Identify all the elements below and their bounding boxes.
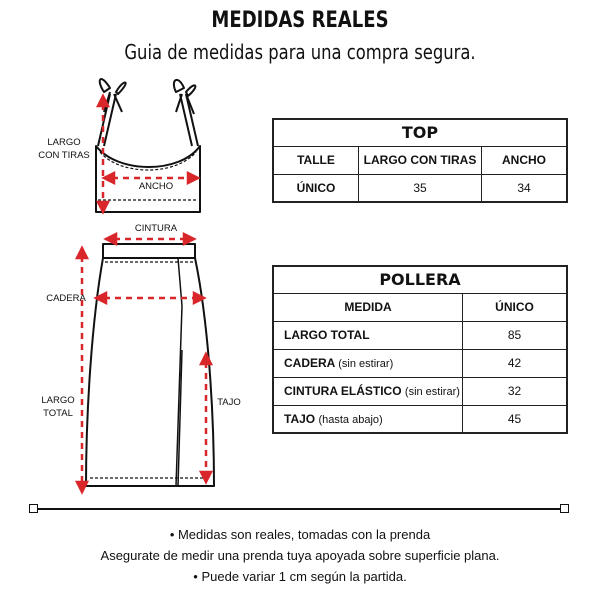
top-row-ancho: 34 bbox=[482, 174, 568, 202]
measure-note: (sin estirar) bbox=[404, 386, 460, 398]
measure-name: LARGO TOTAL bbox=[284, 328, 370, 342]
top-size-table bbox=[272, 118, 568, 203]
pollera-row-value: 42 bbox=[463, 349, 568, 377]
pollera-row-name bbox=[273, 349, 463, 377]
footer-note-3: • Puede variar 1 cm según la partida. bbox=[193, 569, 407, 584]
table-row bbox=[273, 377, 567, 405]
measure-name: CINTURA ELÁSTICO bbox=[284, 384, 402, 398]
pollera-row-name bbox=[273, 377, 463, 405]
measure-name: TAJO bbox=[284, 411, 316, 426]
pollera-col-unico: ÚNICO bbox=[463, 293, 568, 321]
measure-note: (hasta abajo) bbox=[318, 413, 383, 426]
pollera-col-medida: MEDIDA bbox=[273, 293, 463, 321]
pollera-row-name bbox=[273, 405, 463, 433]
top-row-largo: 35 bbox=[359, 174, 482, 202]
skirt-illustration bbox=[86, 244, 214, 486]
footer-note-1: • Medidas son reales, tomadas con la prenda bbox=[169, 527, 431, 542]
page-title: MEDIDAS REALES bbox=[211, 8, 389, 33]
page-subtitle: Guia de medidas para una compra segura. bbox=[124, 40, 476, 64]
pollera-row-value: 85 bbox=[463, 321, 568, 349]
pollera-row-value: 45 bbox=[463, 405, 568, 433]
label-largo-con-tiras: LARGO CON TIRAS bbox=[38, 137, 90, 161]
footer-note-2: Asegurate de medir una prenda tuya apoyada sobre superficie plana. bbox=[100, 548, 500, 563]
table-row bbox=[273, 349, 567, 377]
label-tajo: TAJO bbox=[217, 397, 241, 408]
label-largo-total: LARGO TOTAL bbox=[41, 395, 75, 419]
pollera-row-name bbox=[273, 321, 463, 349]
label-cintura: CINTURA bbox=[134, 223, 178, 234]
pollera-row-value: 32 bbox=[463, 377, 568, 405]
divider-end-right bbox=[560, 504, 569, 513]
table-row bbox=[273, 405, 567, 433]
divider-end-left bbox=[29, 504, 38, 513]
pollera-size-table bbox=[272, 265, 568, 434]
label-ancho: ANCHO bbox=[138, 181, 174, 192]
top-col-largo: LARGO CON TIRAS bbox=[359, 146, 482, 174]
divider-line bbox=[35, 508, 565, 510]
table-row bbox=[273, 321, 567, 349]
top-col-ancho: ANCHO bbox=[482, 146, 568, 174]
measure-name: CADERA bbox=[284, 356, 335, 370]
measure-note: (sin estirar) bbox=[338, 358, 394, 370]
label-cadera: CADERA bbox=[46, 293, 86, 304]
top-col-talle: TALLE bbox=[273, 146, 359, 174]
pollera-table-title: POLLERA bbox=[273, 266, 567, 293]
top-row-talle: ÚNICO bbox=[273, 174, 359, 202]
top-table-title: TOP bbox=[273, 119, 567, 146]
